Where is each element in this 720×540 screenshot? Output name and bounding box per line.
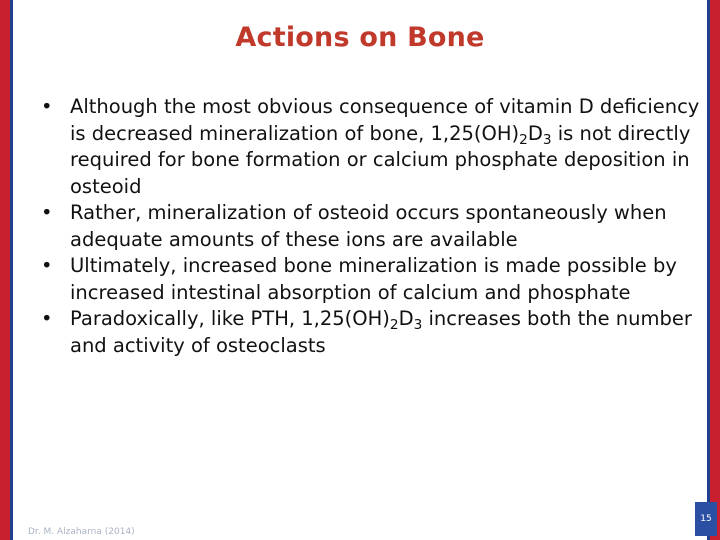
bullet-list <box>35 94 705 359</box>
page-number-badge: 15 <box>695 502 717 536</box>
bullet-dot-icon: • <box>41 201 53 224</box>
bullet-item <box>35 306 705 359</box>
bullet-dot-icon: • <box>41 95 53 118</box>
right-decorative-bar <box>707 0 720 540</box>
bullet-dot-icon: • <box>41 254 53 277</box>
bullet-item <box>35 200 705 253</box>
bullet-text: Although the most obvious consequence of vitamin D deficiency is decreased mineralization of bone, $1,25(OH)_2D_3$ is not directly required for bone formation or calcium phosphate deposition in osteoid <box>70 95 700 198</box>
bullet-item <box>35 253 705 306</box>
bullet-dot-icon: • <box>41 307 53 330</box>
bullet-text: Rather, mineralization of osteoid occurs spontaneously when adequate amounts of these ions are available <box>70 201 667 251</box>
bullet-text: Paradoxically, like PTH, $1,25(OH)_2D_3$ increases both the number and activity of osteoclasts <box>70 307 692 357</box>
slide-title: Actions on Bone <box>235 22 485 53</box>
slide-content <box>13 0 707 540</box>
left-decorative-bar <box>0 0 13 540</box>
bullet-text: Ultimately, increased bone mineralization is made possible by increased intestinal absorption of calcium and phosphate <box>70 254 677 304</box>
footer-author: Dr. M. Alzaharna (2014) <box>28 527 135 537</box>
bullet-item <box>35 94 705 200</box>
